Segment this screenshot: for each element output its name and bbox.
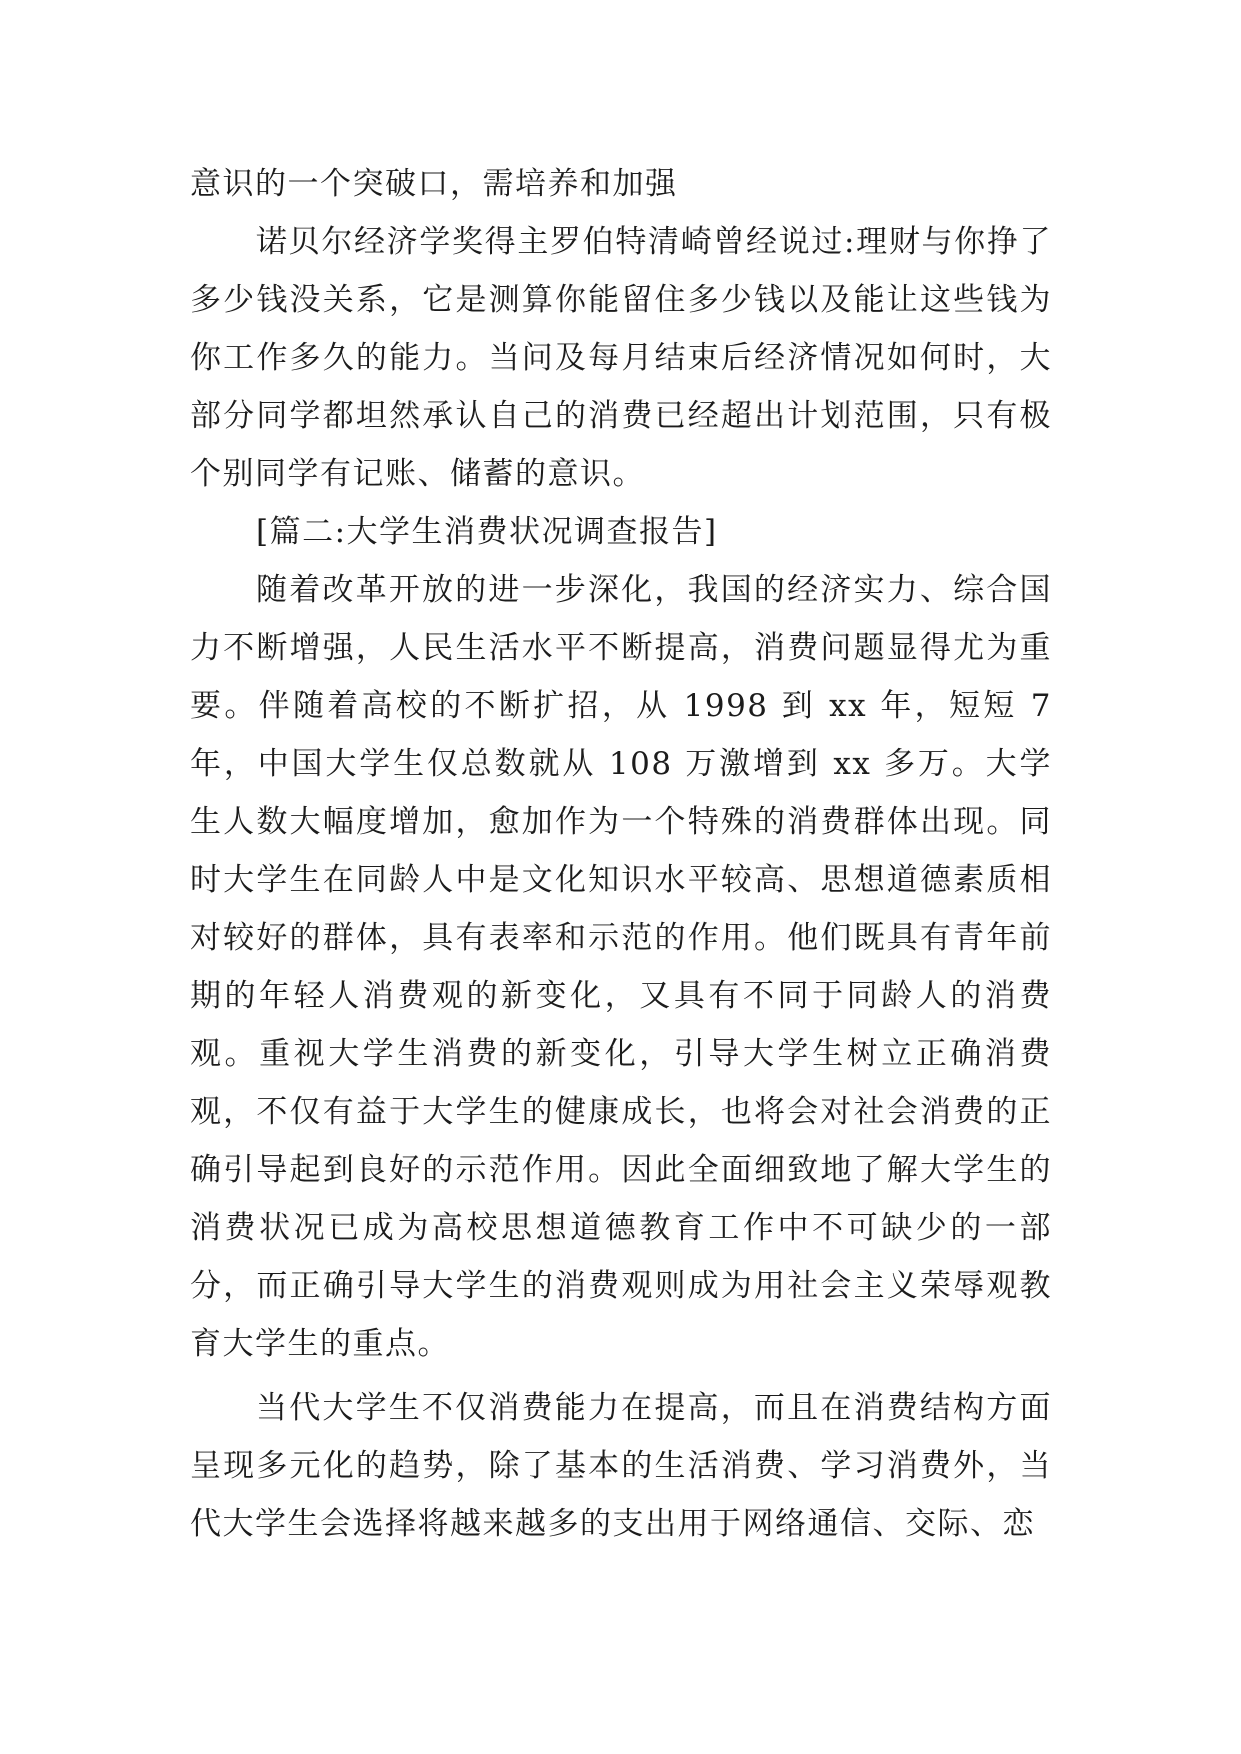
paragraph-nobel-quote: 诺贝尔经济学奖得主罗伯特清崎曾经说过:理财与你挣了多少钱没关系，它是测算你能留住多少钱以及能让这些钱为你工作多久的能力。当问及每月结束后经济情况如何时，大部分同学都坦然承认自己的消费已经超出计划范围，只有极个别同学有记账、储蓄的意识。 bbox=[190, 224, 1052, 492]
paragraph-reform-background: 随着改革开放的进一步深化，我国的经济实力、综合国力不断增强，人民生活水平不断提高，消费问题显得尤为重要。伴随着高校的不断扩招，从 1998 到 xx 年，短短 7 年，中国大学生仅总数就从 108 万激增到 xx 多万。大学生人数大幅度增加，愈加作为一个特殊的消费群体出现。同时大学生在同龄人中是文化知识水平较高、思想道德素质相对较好的群体，具有表率和示范的作用。他们既具有青年前期的年轻人消费观的新变化，又具有不同于同龄人的消费观。重视大学生消费的新变化，引导大学生树立正确消费观，不仅有益于大学生的健康成长，也将会对社会消费的正确引导起到良好的示范作用。因此全面细致地了解大学生的消费状况已成为高校思想道德教育工作中不可缺少的一部分，而正确引导大学生的消费观则成为用社会主义荣辱观教育大学生的重点。 bbox=[190, 572, 1052, 1362]
paragraph-consumption-structure: 当代大学生不仅消费能力在提高，而且在消费结构方面呈现多元化的趋势，除了基本的生活消费、学习消费外，当代大学生会选择将越来越多的支出用于网络通信、交际、恋 bbox=[190, 1390, 1052, 1542]
paragraph-continuation: 意识的一个突破口，需培养和加强 bbox=[190, 166, 678, 202]
document-body bbox=[190, 155, 1052, 1553]
section-heading: [篇二:大学生消费状况调查报告] bbox=[256, 514, 718, 550]
